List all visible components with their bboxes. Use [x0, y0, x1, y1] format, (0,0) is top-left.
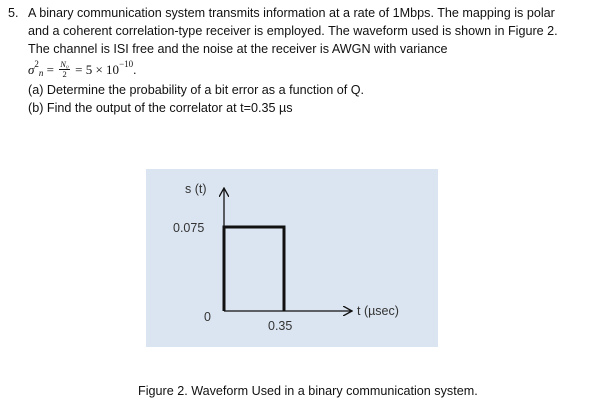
part-a: (a) Determine the probability of a bit error as a function of Q.: [28, 82, 364, 97]
equation-exponent: −10: [119, 58, 134, 69]
part-b: (b) Find the output of the correlator at t=0.35 µs: [28, 100, 293, 115]
waveform-series-line: [224, 227, 284, 311]
x-axis-label: t (µsec): [357, 304, 399, 318]
problem-line-2: and a coherent correlation-type receiver is employed. The waveform used is shown in Figure 2.: [28, 24, 558, 39]
equals-sign-1: =: [43, 61, 58, 77]
question-number: 5.: [8, 6, 19, 20]
origin-label: 0: [204, 310, 211, 324]
n0-over-2-fraction: [59, 60, 70, 79]
sigma-exponent: 2: [34, 58, 39, 69]
equation-value: = 5 × 10: [71, 61, 120, 77]
y-tick-label: 0.075: [173, 221, 205, 235]
question-body: [28, 4, 608, 81]
noise-variance-equation: [28, 59, 136, 81]
problem-statement: [8, 4, 608, 117]
problem-line-3: The channel is ISI free and the noise at the receiver is AWGN with variance: [28, 42, 448, 57]
sigma-subscript: n: [38, 67, 44, 78]
figure-caption: Figure 2. Waveform Used in a binary communication system.: [138, 384, 478, 398]
x-tick-label: 0.35: [268, 319, 293, 333]
sigma-symbol: σ: [28, 61, 35, 77]
fraction-numerator: N₀: [60, 59, 69, 70]
y-axis-label: s (t): [185, 182, 207, 196]
waveform-plot: [146, 169, 438, 347]
sub-questions: [28, 81, 608, 117]
fraction-denominator: 2: [62, 69, 67, 80]
problem-line-1: A binary communication system transmits information at a rate of 1Mbps. The mapping is polar: [28, 6, 555, 20]
equation-period: .: [133, 61, 137, 77]
waveform-figure: [146, 169, 438, 347]
